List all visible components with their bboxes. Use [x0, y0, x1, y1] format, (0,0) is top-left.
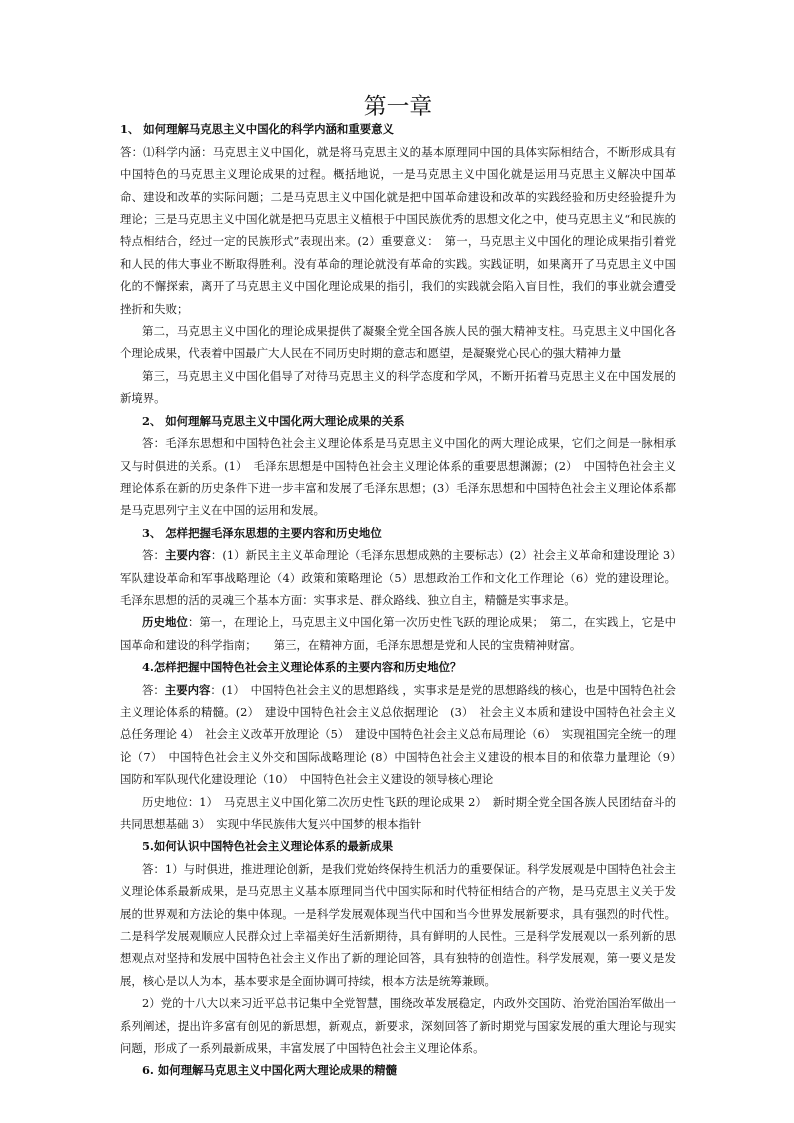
chapter-title: 第一章	[363, 94, 433, 120]
status-label: 历史地位	[142, 615, 188, 630]
question-2-heading: 2、 如何理解马克思主义中国化两大理论成果的关系	[142, 413, 405, 428]
content-text: (1）新民主主义革命理论（毛泽东思想成熟的主要标志）(2）社会主义革命和建设理论 3）军队建设革命和军事战略理论（4）政策和策略理论（5）思想政治工作和文化工作理论（6）党的建设理论。毛泽东思想的活的灵魂三个基本方面：实事求是、群众路线、独立自主，精髓是实事求是。	[120, 548, 676, 607]
question-5-point-1: 答：1）与时俱进，推进理论创新，是我们党始终保持生机活力的重要保证。科学发展观是中国特色社会主义理论体系最新成果，是马克思主义基本原理同当代中国实际和时代特征相结合的产物，是马克思主义关于发展的世界观和方法论的集中体现。一是科学发展观体现当代中国和当今世界发展新要求，具有强烈的时代性。二是科学发展观顺应人民群众过上幸福美好生活新期待，具有鲜明的人民性。三是科学发展观以一系列新的思想观点对坚持和发展中国特色社会主义作出了新的理论回答，具有独特的创造性。科学发展观，第一要义是发展，核心是以人为本，基本要求是全面协调可持续，根本方法是统筹兼顾。	[120, 861, 676, 988]
question-4-heading: 4.怎样把握中国特色社会主义理论体系的主要内容和历史地位？	[142, 660, 462, 675]
content-label: 主要内容	[164, 548, 211, 563]
document-page	[120, 94, 688, 1082]
question-4-status: 历史地位：1） 马克思主义中国化第二次历史性飞跃的理论成果 2） 新时期全党全国各族人民团结奋斗的共同思想基础 3） 实现中华民族伟大复兴中国梦的根本指针	[120, 794, 676, 831]
question-1-answer: 答：⑴科学内涵：马克思主义中国化，就是将马克思主义的基本原理同中国的具体实际相结合，不断形成具有中国特色的马克思主义理论成果的过程。概括地说，一是马克思主义中国化就是运用马克思主义解决中国革命、建设和改革的实际问题；二是马克思主义中国化就是把中国革命建设和改革的实践经验和历史经验提升为理论；三是马克思主义中国化就是把马克思主义植根于中国民族优秀的思想文化之中，使马克思主义“和民族的特点相结合，经过一定的民族形式”表现出来。(2）重要意义： 第一，马克思主义中国化的理论成果指引着党和人民的伟大事业不断取得胜利。没有革命的理论就没有革命的实践。实践证明，如果离开了马克思主义中国化的不懈探索，离开了马克思主义中国化理论成果的指引，我们的实践就会陷入盲目性，我们的事业就会遭受挫折和失败；	[120, 144, 676, 316]
question-3-content: 答：主要内容：(1）新民主主义革命理论（毛泽东思想成熟的主要标志）(2）社会主义革命和建设理论 3）军队建设革命和军事战略理论（4）政策和策略理论（5）思想政治工作和文化工作理论（6）党的建设理论。毛泽东思想的活的灵魂三个基本方面：实事求是、群众路线、独立自主，精髓是实事求是。	[120, 548, 676, 607]
question-1-heading: 1、 如何理解马克思主义中国化的科学内涵和重要意义	[120, 122, 394, 137]
question-5-point-2: 2）党的十八大以来习近平总书记集中全党智慧，围绕改革发展稳定，内政外交国防、治党治国治军做出一系列阐述，提出许多富有创见的新思想，新观点，新要求，深刻回答了新时期党与国家发展的重大理论与现实问题，形成了一系列最新成果，丰富发展了中国特色社会主义理论体系。	[120, 996, 676, 1056]
question-1-point-2: 第二，马克思主义中国化的理论成果提供了凝聚全党全国各族人民的强大精神支柱。马克思主义中国化各个理论成果，代表着中国最广大人民在不同历史时期的意志和愿望，是凝聚党心民心的强大精神力量	[120, 324, 676, 361]
content-label: 主要内容	[164, 682, 211, 697]
question-3-status: 历史地位：第一，在理论上，马克思主义中国化第一次历史性飞跃的理论成果； 第二，在实践上，它是中国革命和建设的科学指南； 第三，在精神方面，毛泽东思想是党和人民的宝贵精神财富。	[120, 615, 676, 652]
question-3-heading: 3、 怎样把握毛泽东思想的主要内容和历史地位	[142, 525, 382, 540]
question-6-heading: 6. 如何理解马克思主义中国化两大理论成果的精髓	[142, 1063, 398, 1078]
content-text: (1） 中国特色社会主义的思想路线 ，实事求是是党的思想路线的核心，也是中国特色社会主义理论体系的精髓。(2） 建设中国特色社会主义总依据理论 (3） 社会主义本质和建设中国特色社会主义总任务理论 4） 社会主义改革开放理论（5） 建设中国特色社会主义总布局理论（6） 实现祖国完全统一的理论（7） 中国特色社会主义外交和国际战略理论 (8）中国特色社会主义建设的根本目的和依靠力量理论（9） 国防和军队现代化建设理论（10） 中国特色社会主义建设的领导核心理论	[120, 682, 688, 787]
status-text: 第一，在理论上，马克思主义中国化第一次历史性飞跃的理论成果； 第二，在实践上，它是中国革命和建设的科学指南； 第三，在精神方面，毛泽东思想是党和人民的宝贵精神财富。	[120, 615, 676, 652]
question-5-heading: 5.如何认识中国特色社会主义理论体系的最新成果	[142, 839, 394, 854]
question-4-content: 答：主要内容：(1） 中国特色社会主义的思想路线 ，实事求是是党的思想路线的核心，也是中国特色社会主义理论体系的精髓。(2） 建设中国特色社会主义总依据理论 (3） 社会主义本质和建设中国特色社会主义总任务理论 4） 社会主义改革开放理论（5） 建设中国特色社会主义总布局理论（6） 实现祖国完全统一的理论（7） 中国特色社会主义外交和国际战略理论 (8）中国特色社会主义建设的根本目的和依靠力量理论（9） 国防和军队现代化建设理论（10） 中国特色社会主义建设的领导核心理论	[120, 682, 688, 787]
question-1-point-3: 第三，马克思主义中国化倡导了对待马克思主义的科学态度和学风，不断开拓着马克思主义在中国发展的新境界。	[120, 368, 676, 406]
question-2-answer: 答：毛泽东思想和中国特色社会主义理论体系是马克思主义中国化的两大理论成果，它们之间是一脉相承又与时俱进的关系。(1） 毛泽东思想是中国特色社会主义理论体系的重要思想渊源；(2） 中国特色社会主义理论体系在新的历史条件下进一步丰富和发展了毛泽东思想；(3）毛泽东思想和中国特色社会主义理论体系都是马克思列宁主义在中国的运用和发展。	[120, 436, 676, 518]
